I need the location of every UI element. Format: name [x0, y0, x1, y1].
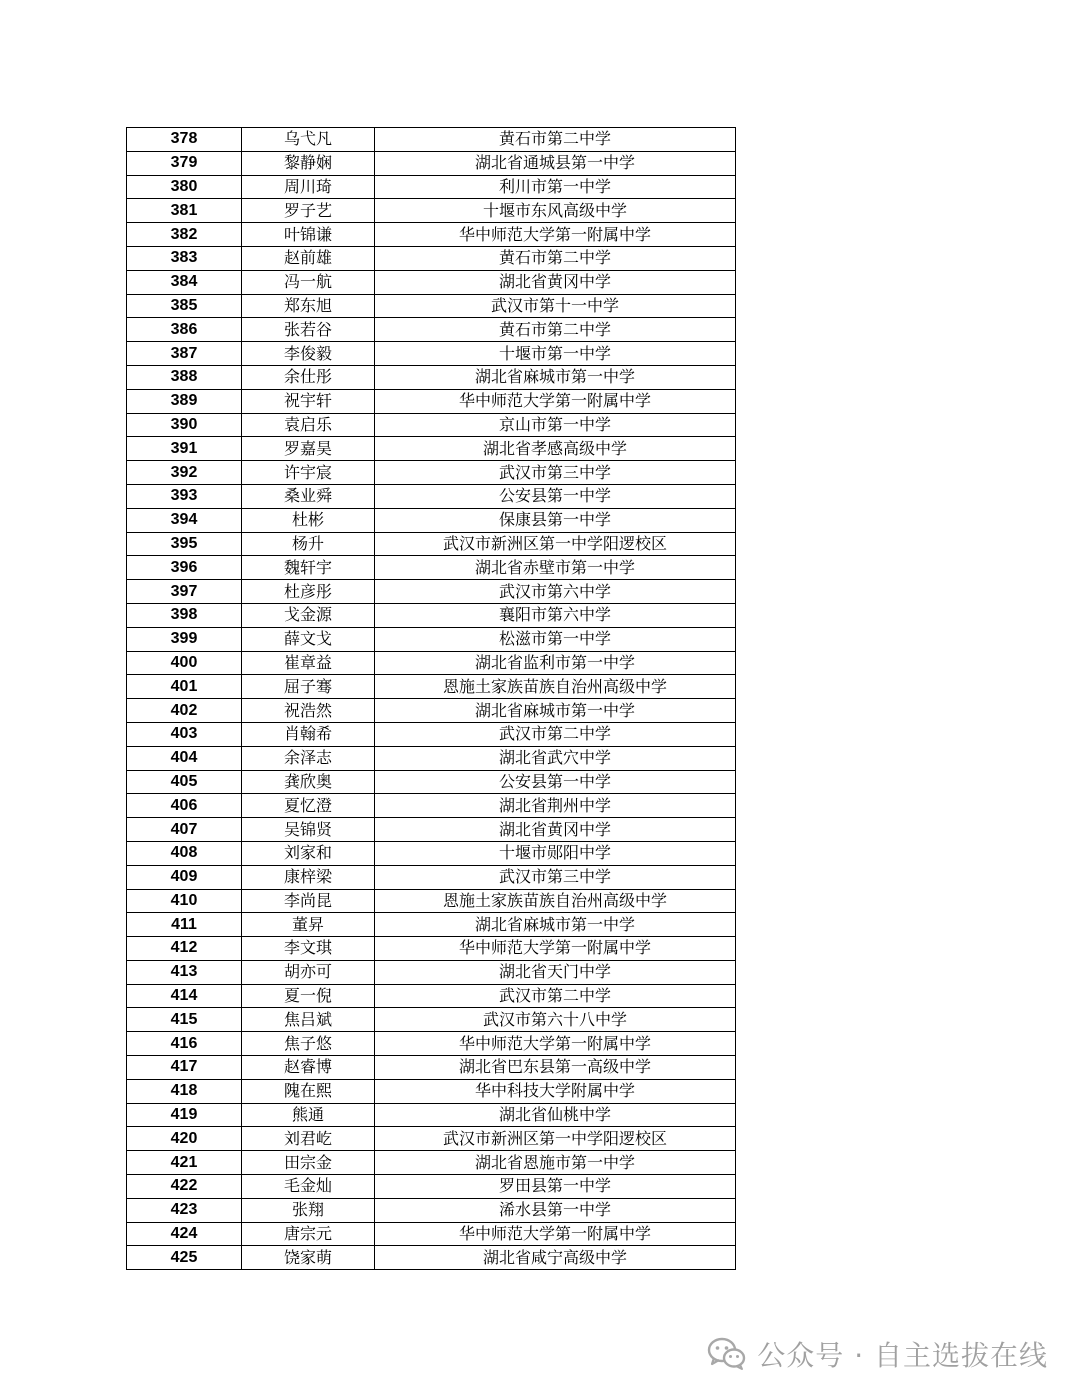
student-name-cell: 桑业舜 [242, 484, 375, 508]
school-name-cell: 十堰市东风高级中学 [375, 199, 736, 223]
row-number-cell: 411 [127, 913, 242, 937]
table-row [127, 318, 736, 342]
row-number-cell: 405 [127, 770, 242, 794]
student-name-cell: 黎静娴 [242, 151, 375, 175]
row-number-cell: 398 [127, 603, 242, 627]
row-number-cell: 395 [127, 532, 242, 556]
roster-sheet [126, 127, 735, 1270]
row-number-cell: 416 [127, 1032, 242, 1056]
row-number-cell: 381 [127, 199, 242, 223]
table-row [127, 270, 736, 294]
table-row [127, 437, 736, 461]
row-number-cell: 388 [127, 365, 242, 389]
table-row [127, 865, 736, 889]
row-number-cell: 422 [127, 1175, 242, 1199]
school-name-cell: 武汉市新洲区第一中学阳逻校区 [375, 532, 736, 556]
row-number-cell: 401 [127, 675, 242, 699]
table-row [127, 151, 736, 175]
student-name-cell: 赵前雄 [242, 246, 375, 270]
table-row [127, 746, 736, 770]
student-name-cell: 祝浩然 [242, 699, 375, 723]
student-name-cell: 田宗金 [242, 1151, 375, 1175]
school-name-cell: 湖北省孝感高级中学 [375, 437, 736, 461]
row-number-cell: 406 [127, 794, 242, 818]
school-name-cell: 湖北省武穴中学 [375, 746, 736, 770]
student-name-cell: 崔章益 [242, 651, 375, 675]
table-row [127, 223, 736, 247]
student-name-cell: 杜彦彤 [242, 580, 375, 604]
row-number-cell: 394 [127, 508, 242, 532]
school-name-cell: 公安县第一中学 [375, 770, 736, 794]
table-row [127, 1127, 736, 1151]
school-name-cell: 松滋市第一中学 [375, 627, 736, 651]
row-number-cell: 403 [127, 722, 242, 746]
row-number-cell: 407 [127, 818, 242, 842]
school-name-cell: 黄石市第二中学 [375, 128, 736, 152]
school-name-cell: 湖北省仙桃中学 [375, 1103, 736, 1127]
row-number-cell: 399 [127, 627, 242, 651]
student-name-cell: 刘家和 [242, 841, 375, 865]
row-number-cell: 421 [127, 1151, 242, 1175]
school-name-cell: 恩施土家族苗族自治州高级中学 [375, 889, 736, 913]
school-name-cell: 湖北省巴东县第一高级中学 [375, 1056, 736, 1080]
school-name-cell: 湖北省监利市第一中学 [375, 651, 736, 675]
row-number-cell: 386 [127, 318, 242, 342]
student-name-cell: 杜彬 [242, 508, 375, 532]
table-row [127, 1103, 736, 1127]
student-name-cell: 吴锦贤 [242, 818, 375, 842]
student-name-cell: 唐宗元 [242, 1222, 375, 1246]
student-name-cell: 罗嘉昊 [242, 437, 375, 461]
row-number-cell: 392 [127, 461, 242, 485]
student-name-cell: 赵睿博 [242, 1056, 375, 1080]
row-number-cell: 413 [127, 960, 242, 984]
student-name-cell: 许宇宸 [242, 461, 375, 485]
row-number-cell: 408 [127, 841, 242, 865]
table-row [127, 175, 736, 199]
row-number-cell: 384 [127, 270, 242, 294]
table-row [127, 627, 736, 651]
school-name-cell: 武汉市新洲区第一中学阳逻校区 [375, 1127, 736, 1151]
student-name-cell: 张若谷 [242, 318, 375, 342]
row-number-cell: 404 [127, 746, 242, 770]
student-name-cell: 乌弋凡 [242, 128, 375, 152]
school-name-cell: 武汉市第六十八中学 [375, 1008, 736, 1032]
school-name-cell: 武汉市第三中学 [375, 461, 736, 485]
student-name-cell: 张翔 [242, 1198, 375, 1222]
table-row [127, 389, 736, 413]
row-number-cell: 410 [127, 889, 242, 913]
school-name-cell: 湖北省麻城市第一中学 [375, 913, 736, 937]
school-name-cell: 华中师范大学第一附属中学 [375, 1032, 736, 1056]
school-name-cell: 十堰市郧阳中学 [375, 841, 736, 865]
row-number-cell: 387 [127, 342, 242, 366]
student-name-cell: 毛金灿 [242, 1175, 375, 1199]
school-name-cell: 武汉市第六中学 [375, 580, 736, 604]
student-name-cell: 熊通 [242, 1103, 375, 1127]
table-row [127, 960, 736, 984]
school-name-cell: 湖北省赤壁市第一中学 [375, 556, 736, 580]
student-name-cell: 袁启乐 [242, 413, 375, 437]
table-row [127, 365, 736, 389]
school-name-cell: 湖北省荆州中学 [375, 794, 736, 818]
student-name-cell: 胡亦可 [242, 960, 375, 984]
student-name-cell: 康梓梁 [242, 865, 375, 889]
table-row [127, 841, 736, 865]
row-number-cell: 396 [127, 556, 242, 580]
row-number-cell: 393 [127, 484, 242, 508]
school-name-cell: 湖北省天门中学 [375, 960, 736, 984]
table-row [127, 199, 736, 223]
table-row [127, 484, 736, 508]
table-row [127, 1056, 736, 1080]
school-name-cell: 华中科技大学附属中学 [375, 1079, 736, 1103]
watermark [707, 1336, 1048, 1372]
row-number-cell: 414 [127, 984, 242, 1008]
roster-table [126, 127, 736, 1270]
table-row [127, 770, 736, 794]
table-row [127, 342, 736, 366]
school-name-cell: 保康县第一中学 [375, 508, 736, 532]
watermark-text: 公众号 · 自主选拔在线 [757, 1339, 1048, 1372]
student-name-cell: 魏轩宇 [242, 556, 375, 580]
table-row [127, 508, 736, 532]
student-name-cell: 董昇 [242, 913, 375, 937]
row-number-cell: 425 [127, 1246, 242, 1270]
school-name-cell: 湖北省咸宁高级中学 [375, 1246, 736, 1270]
student-name-cell: 罗子艺 [242, 199, 375, 223]
table-row [127, 413, 736, 437]
roster-table-body [127, 128, 736, 1270]
table-row [127, 984, 736, 1008]
student-name-cell: 刘君屹 [242, 1127, 375, 1151]
table-row [127, 128, 736, 152]
school-name-cell: 湖北省黄冈中学 [375, 270, 736, 294]
school-name-cell: 华中师范大学第一附属中学 [375, 937, 736, 961]
student-name-cell: 饶家萌 [242, 1246, 375, 1270]
student-name-cell: 夏忆澄 [242, 794, 375, 818]
table-row [127, 461, 736, 485]
table-row [127, 1151, 736, 1175]
student-name-cell: 叶锦谦 [242, 223, 375, 247]
table-row [127, 818, 736, 842]
student-name-cell: 屈子骞 [242, 675, 375, 699]
student-name-cell: 焦子悠 [242, 1032, 375, 1056]
school-name-cell: 华中师范大学第一附属中学 [375, 1222, 736, 1246]
student-name-cell: 郑东旭 [242, 294, 375, 318]
row-number-cell: 418 [127, 1079, 242, 1103]
row-number-cell: 397 [127, 580, 242, 604]
school-name-cell: 十堰市第一中学 [375, 342, 736, 366]
student-name-cell: 李俊毅 [242, 342, 375, 366]
school-name-cell: 武汉市第二中学 [375, 722, 736, 746]
table-row [127, 794, 736, 818]
student-name-cell: 周川琦 [242, 175, 375, 199]
table-row [127, 580, 736, 604]
student-name-cell: 杨升 [242, 532, 375, 556]
row-number-cell: 417 [127, 1056, 242, 1080]
student-name-cell: 戈金源 [242, 603, 375, 627]
student-name-cell: 夏一倪 [242, 984, 375, 1008]
row-number-cell: 402 [127, 699, 242, 723]
school-name-cell: 武汉市第二中学 [375, 984, 736, 1008]
row-number-cell: 412 [127, 937, 242, 961]
school-name-cell: 罗田县第一中学 [375, 1175, 736, 1199]
school-name-cell: 湖北省麻城市第一中学 [375, 699, 736, 723]
student-name-cell: 余仕彤 [242, 365, 375, 389]
row-number-cell: 382 [127, 223, 242, 247]
row-number-cell: 379 [127, 151, 242, 175]
row-number-cell: 380 [127, 175, 242, 199]
school-name-cell: 华中师范大学第一附属中学 [375, 223, 736, 247]
row-number-cell: 419 [127, 1103, 242, 1127]
student-name-cell: 焦吕斌 [242, 1008, 375, 1032]
student-name-cell: 冯一航 [242, 270, 375, 294]
school-name-cell: 武汉市第十一中学 [375, 294, 736, 318]
student-name-cell: 李尚昆 [242, 889, 375, 913]
student-name-cell: 薛文戈 [242, 627, 375, 651]
row-number-cell: 400 [127, 651, 242, 675]
table-row [127, 532, 736, 556]
table-row [127, 1032, 736, 1056]
student-name-cell: 余泽志 [242, 746, 375, 770]
school-name-cell: 湖北省通城县第一中学 [375, 151, 736, 175]
table-row [127, 675, 736, 699]
student-name-cell: 肖翰希 [242, 722, 375, 746]
school-name-cell: 黄石市第二中学 [375, 246, 736, 270]
wechat-icon [707, 1337, 747, 1371]
row-number-cell: 424 [127, 1222, 242, 1246]
school-name-cell: 利川市第一中学 [375, 175, 736, 199]
school-name-cell: 京山市第一中学 [375, 413, 736, 437]
student-name-cell: 祝宇轩 [242, 389, 375, 413]
school-name-cell: 浠水县第一中学 [375, 1198, 736, 1222]
school-name-cell: 湖北省麻城市第一中学 [375, 365, 736, 389]
school-name-cell: 黄石市第二中学 [375, 318, 736, 342]
row-number-cell: 391 [127, 437, 242, 461]
table-row [127, 889, 736, 913]
table-row [127, 651, 736, 675]
table-row [127, 246, 736, 270]
school-name-cell: 襄阳市第六中学 [375, 603, 736, 627]
row-number-cell: 390 [127, 413, 242, 437]
row-number-cell: 423 [127, 1198, 242, 1222]
table-row [127, 603, 736, 627]
table-row [127, 1175, 736, 1199]
student-name-cell: 李文琪 [242, 937, 375, 961]
school-name-cell: 武汉市第三中学 [375, 865, 736, 889]
table-row [127, 699, 736, 723]
row-number-cell: 409 [127, 865, 242, 889]
table-row [127, 1198, 736, 1222]
table-row [127, 1222, 736, 1246]
table-row [127, 556, 736, 580]
school-name-cell: 湖北省恩施市第一中学 [375, 1151, 736, 1175]
row-number-cell: 415 [127, 1008, 242, 1032]
table-row [127, 913, 736, 937]
table-row [127, 1079, 736, 1103]
row-number-cell: 383 [127, 246, 242, 270]
row-number-cell: 420 [127, 1127, 242, 1151]
row-number-cell: 389 [127, 389, 242, 413]
school-name-cell: 湖北省黄冈中学 [375, 818, 736, 842]
student-name-cell: 龚欣奥 [242, 770, 375, 794]
table-row [127, 937, 736, 961]
table-row [127, 294, 736, 318]
table-row [127, 1246, 736, 1270]
school-name-cell: 华中师范大学第一附属中学 [375, 389, 736, 413]
table-row [127, 722, 736, 746]
table-row [127, 1008, 736, 1032]
school-name-cell: 恩施土家族苗族自治州高级中学 [375, 675, 736, 699]
student-name-cell: 隗在熙 [242, 1079, 375, 1103]
row-number-cell: 385 [127, 294, 242, 318]
school-name-cell: 公安县第一中学 [375, 484, 736, 508]
row-number-cell: 378 [127, 128, 242, 152]
